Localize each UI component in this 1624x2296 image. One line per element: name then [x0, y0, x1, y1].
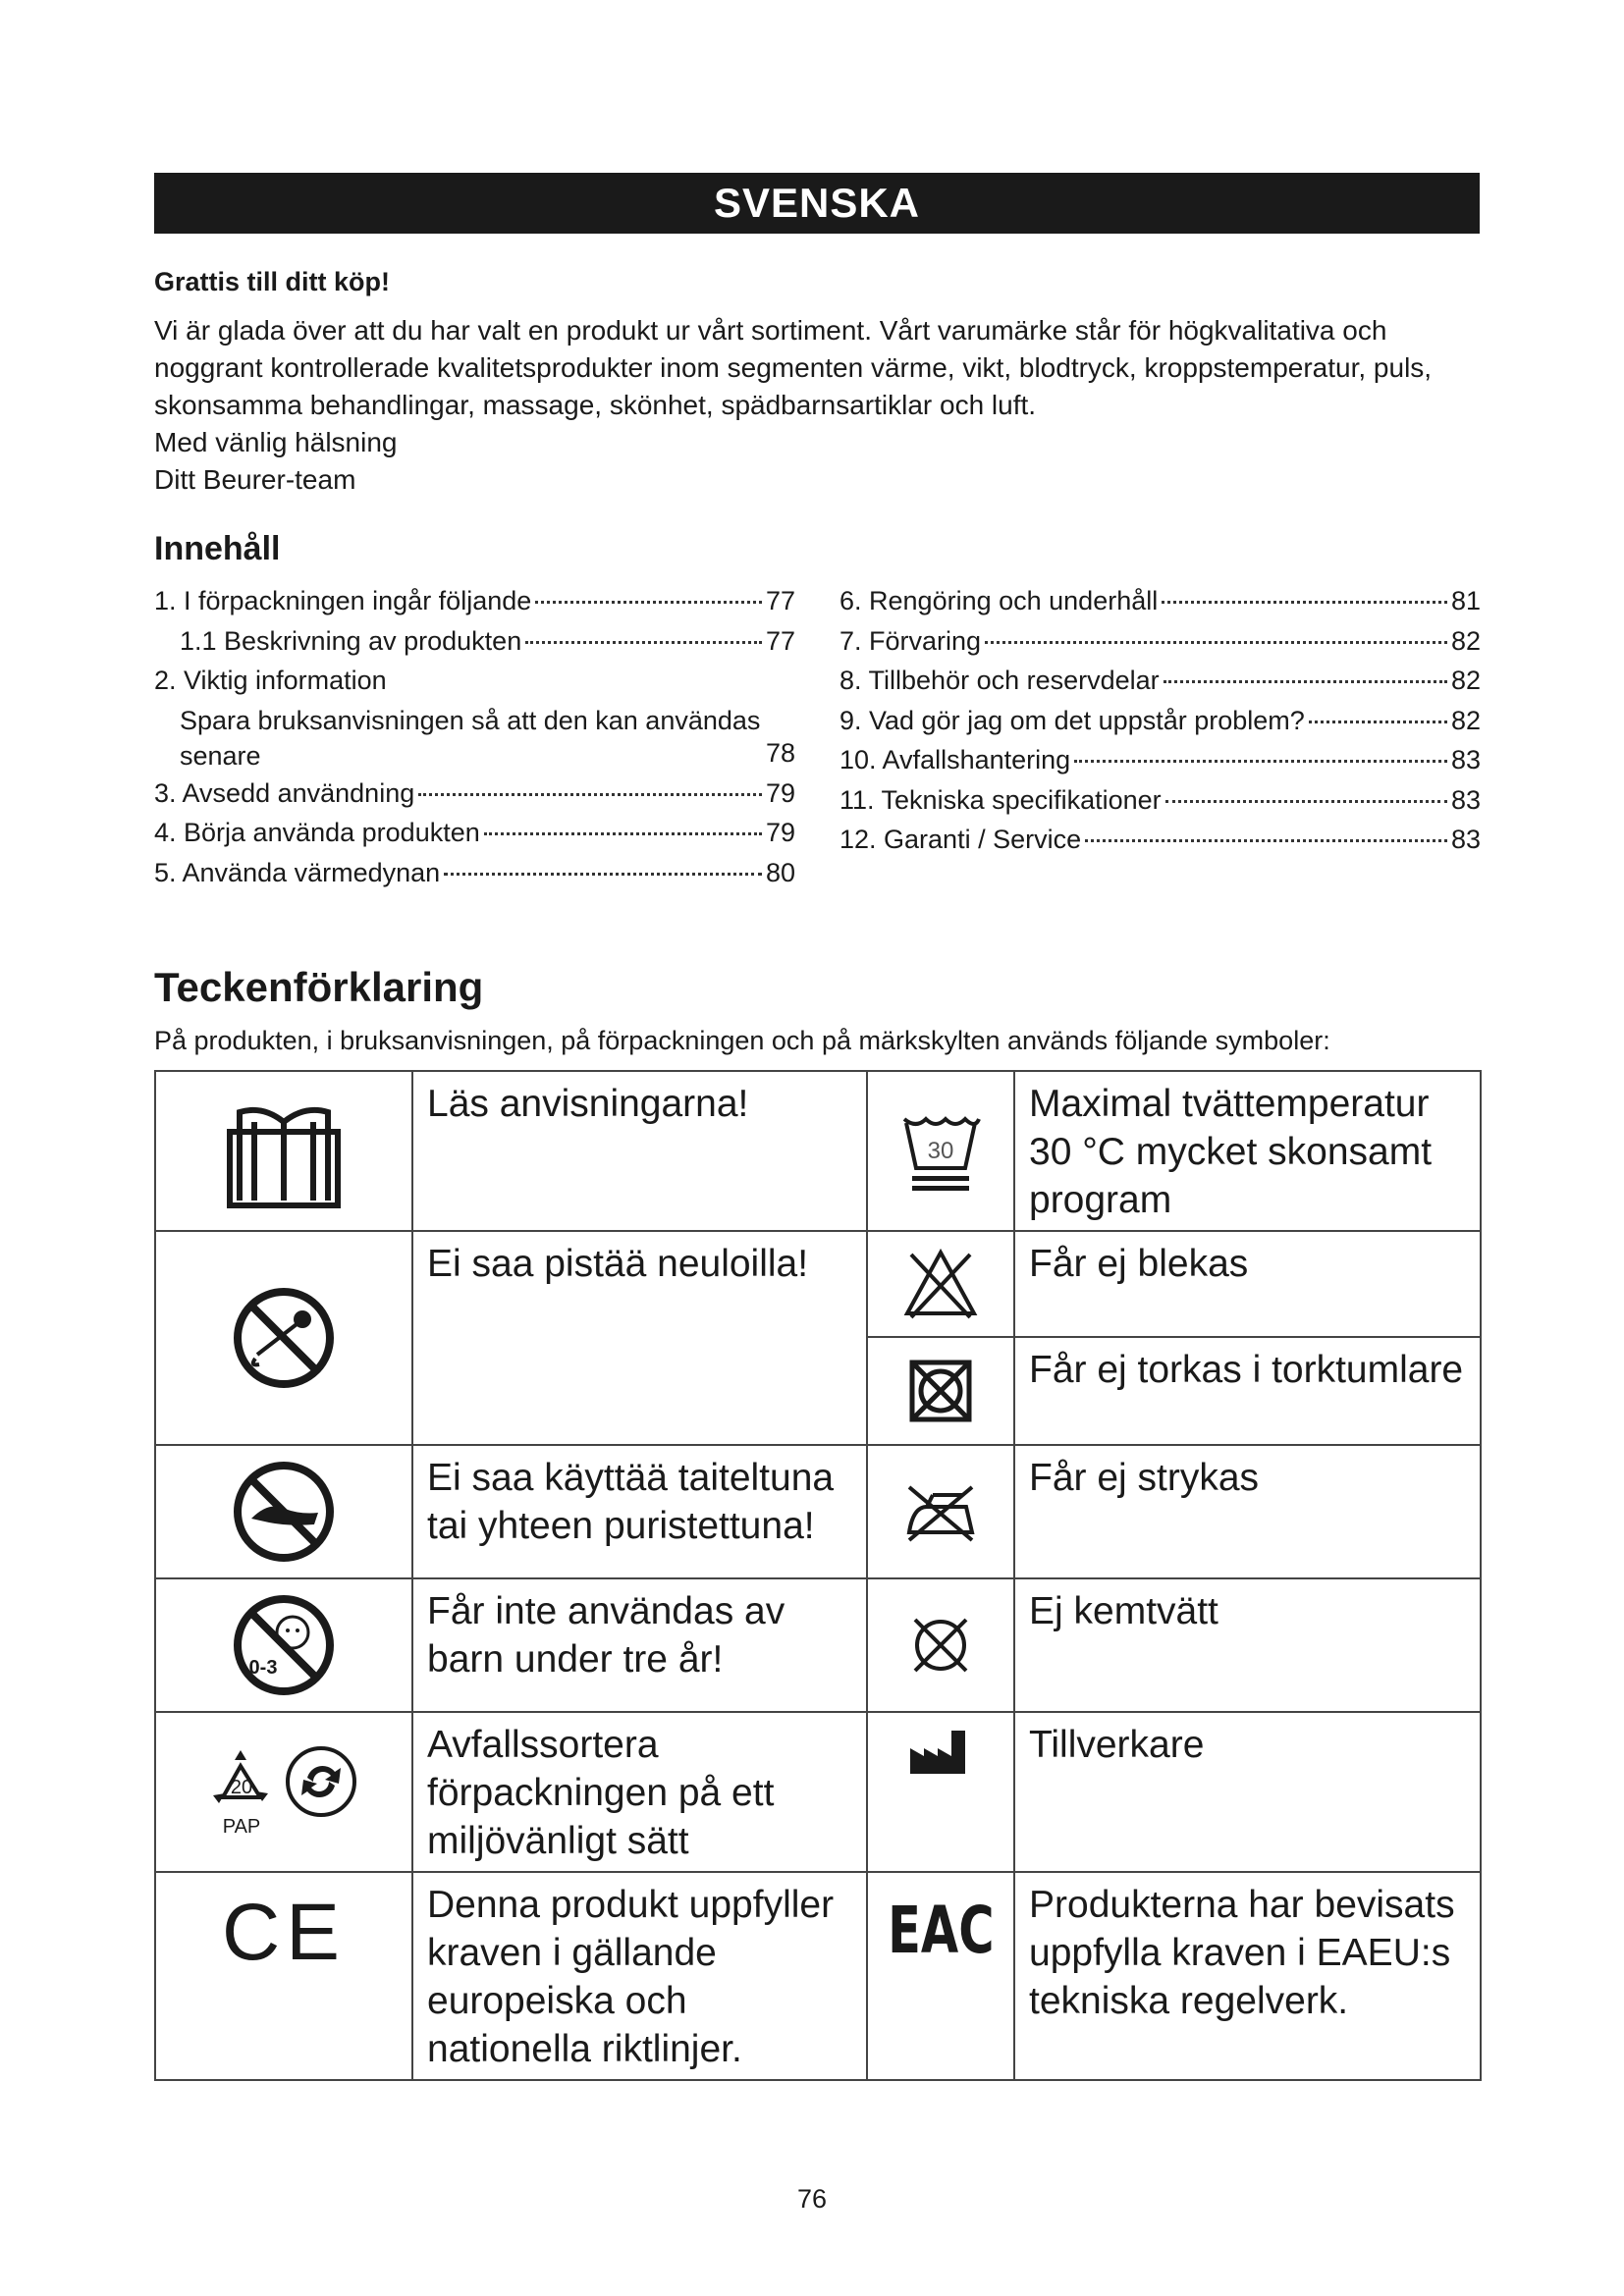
toc-entry-page: 77: [765, 586, 795, 615]
toc-leader: [1164, 680, 1447, 683]
ce-mark-icon: [155, 1872, 412, 2080]
manufacturer-icon: [867, 1712, 1014, 1872]
eac-mark-text: EAC: [887, 1893, 995, 1968]
recycling-pap-20-icon: [155, 1712, 412, 1872]
toc-entry-page: 83: [1450, 784, 1481, 815]
symbol-row: [155, 1578, 1481, 1712]
wash-temp-label: 30: [927, 1137, 954, 1164]
toc-entry-page: 82: [1450, 625, 1481, 656]
toc-entry-page: 79: [765, 818, 795, 847]
toc-entry[interactable]: [154, 701, 795, 774]
toc-entry-page: 77: [765, 625, 795, 656]
toc-entry-label: 1. I förpackningen ingår följande: [154, 586, 532, 615]
symbol-row: [155, 1445, 1481, 1578]
toc-entry-label: 3. Avsedd användning: [154, 777, 415, 808]
toc-entry-label: 7. Förvaring: [839, 625, 982, 656]
symbol-row: [155, 1071, 1481, 1231]
toc-leader: [1309, 721, 1447, 723]
toc-entry-page: 82: [1450, 666, 1481, 695]
toc-leader: [444, 873, 762, 876]
toc-leader: [525, 641, 762, 644]
intro-signature: Ditt Beurer-team: [154, 464, 356, 495]
toc-entry[interactable]: [154, 661, 795, 701]
symbol-desc: Får inte användas av barn under tre år!: [412, 1578, 867, 1712]
toc-entry-label: 10. Avfallshantering: [839, 745, 1071, 774]
toc-entry-label: 2. Viktig information: [154, 666, 387, 695]
toc-entry-label: 8. Tillbehör och reservdelar: [839, 666, 1160, 695]
eac-mark-icon: [867, 1872, 1014, 2080]
toc-leader: [1165, 800, 1447, 803]
toc-entry-page: 82: [1450, 705, 1481, 735]
toc-entry-page: 78: [765, 738, 795, 768]
toc-entry-label: 11. Tekniska specifikationer: [839, 784, 1162, 815]
no-bleach-icon: [867, 1231, 1014, 1337]
toc-entry-label: 9. Vad gör jag om det uppstår problem?: [839, 705, 1305, 735]
no-dry-clean-icon: [867, 1578, 1014, 1712]
toc-entry[interactable]: [839, 621, 1481, 662]
symbol-desc: Ei saa käyttää taiteltuna tai yhteen puristettuna!: [412, 1445, 867, 1578]
symbol-desc: Får ej blekas: [1014, 1231, 1481, 1337]
toc-entry[interactable]: [839, 820, 1481, 860]
toc-entry[interactable]: [154, 621, 795, 662]
intro-paragraph: Vi är glada över att du har valt en produkt ur vårt sortiment. Vårt varumärke står för högkvalitativa och noggrant kontrollerade kvalitetsprodukter inom segmenten värme, vikt, blodtryck, kroppstemperatur, puls, skonsamma behandlingar, massage, skönhet, spädbarnsartiklar och luft.: [154, 315, 1433, 420]
toc-leader: [1074, 760, 1447, 763]
max-wash-temp-30-icon: [867, 1071, 1014, 1231]
recycle-code: 20: [230, 1776, 253, 1798]
symbol-row: [155, 1872, 1481, 2080]
toc-entry[interactable]: [154, 813, 795, 853]
no-ironing-icon: [867, 1445, 1014, 1578]
toc-entry[interactable]: [839, 581, 1481, 621]
toc-leader: [1162, 601, 1447, 604]
toc-entry-page: 81: [1450, 586, 1481, 615]
symbol-table: [154, 1070, 1482, 2081]
toc-entry[interactable]: [154, 581, 795, 621]
intro-closing: Med vänlig hälsning: [154, 427, 398, 457]
toc-entry-label: 1.1 Beskrivning av produkten: [180, 625, 522, 656]
toc-entry[interactable]: [839, 661, 1481, 701]
symbol-desc: Får ej torkas i torktumlare: [1014, 1337, 1481, 1445]
symbol-row: [155, 1712, 1481, 1872]
no-pins-icon: [155, 1231, 412, 1445]
read-instructions-icon: [155, 1071, 412, 1231]
toc-entry[interactable]: [154, 774, 795, 814]
legend-intro: På produkten, i bruksanvisningen, på förpackningen och på märkskylten används följande symboler:: [154, 1026, 1330, 1055]
intro-text: [154, 312, 1499, 499]
toc-entry[interactable]: [839, 780, 1481, 821]
toc-left-column: [154, 581, 795, 892]
toc-title: Innehåll: [154, 530, 281, 567]
toc-entry[interactable]: [839, 701, 1481, 741]
symbol-desc: Får ej strykas: [1014, 1445, 1481, 1578]
toc-entry-label: 5. Använda värmedynan: [154, 857, 441, 887]
legend-title: Teckenförklaring: [154, 964, 484, 1010]
symbol-desc: Ej kemtvätt: [1014, 1578, 1481, 1712]
greeting: Grattis till ditt köp!: [154, 267, 390, 296]
age-label: 0-3: [248, 1657, 278, 1679]
toc-right-column: [839, 581, 1481, 860]
ce-mark-text: CE: [222, 1888, 346, 1977]
recycle-label: PAP: [222, 1815, 261, 1838]
toc-leader: [484, 832, 762, 835]
no-tumble-dry-icon: [867, 1337, 1014, 1445]
toc-leader: [418, 793, 762, 796]
toc-entry-page: 80: [765, 857, 795, 887]
not-for-children-0-3-icon: [155, 1578, 412, 1712]
toc-entry-label: Spara bruksanvisningen så att den kan användas senare: [180, 705, 761, 771]
symbol-desc: Läs anvisningarna!: [412, 1071, 867, 1231]
language-header: SVENSKA: [154, 173, 1480, 234]
toc-entry-label: 4. Börja använda produkten: [154, 818, 480, 847]
toc-leader: [535, 601, 762, 604]
symbol-desc: Produkterna har bevisats uppfylla kraven i EAEU:s tekniska regelverk.: [1014, 1872, 1481, 2080]
symbol-desc: Ei saa pistää neuloilla!: [412, 1231, 867, 1445]
toc-entry[interactable]: [154, 853, 795, 893]
symbol-desc: Avfallssortera förpackningen på ett miljövänligt sätt: [412, 1712, 867, 1872]
toc-entry-label: 6. Rengöring och underhåll: [839, 586, 1159, 615]
toc-entry-page: 79: [765, 777, 795, 808]
toc-entry-label: 12. Garanti / Service: [839, 825, 1082, 854]
toc-leader: [985, 641, 1447, 644]
no-folding-icon: [155, 1445, 412, 1578]
toc-leader: [1085, 839, 1447, 842]
symbol-row: [155, 1231, 1481, 1337]
page-number: 76: [796, 2184, 828, 2214]
symbol-desc: Maximal tvättemperatur 30 °C mycket skonsamt program: [1014, 1071, 1481, 1231]
symbol-desc: Tillverkare: [1014, 1712, 1481, 1872]
symbol-desc: Denna produkt uppfyller kraven i gällande europeiska och nationella riktlinjer.: [412, 1872, 867, 2080]
toc-entry-page: 83: [1450, 745, 1481, 774]
toc-entry[interactable]: [839, 740, 1481, 780]
toc-entry-page: 83: [1450, 825, 1481, 854]
